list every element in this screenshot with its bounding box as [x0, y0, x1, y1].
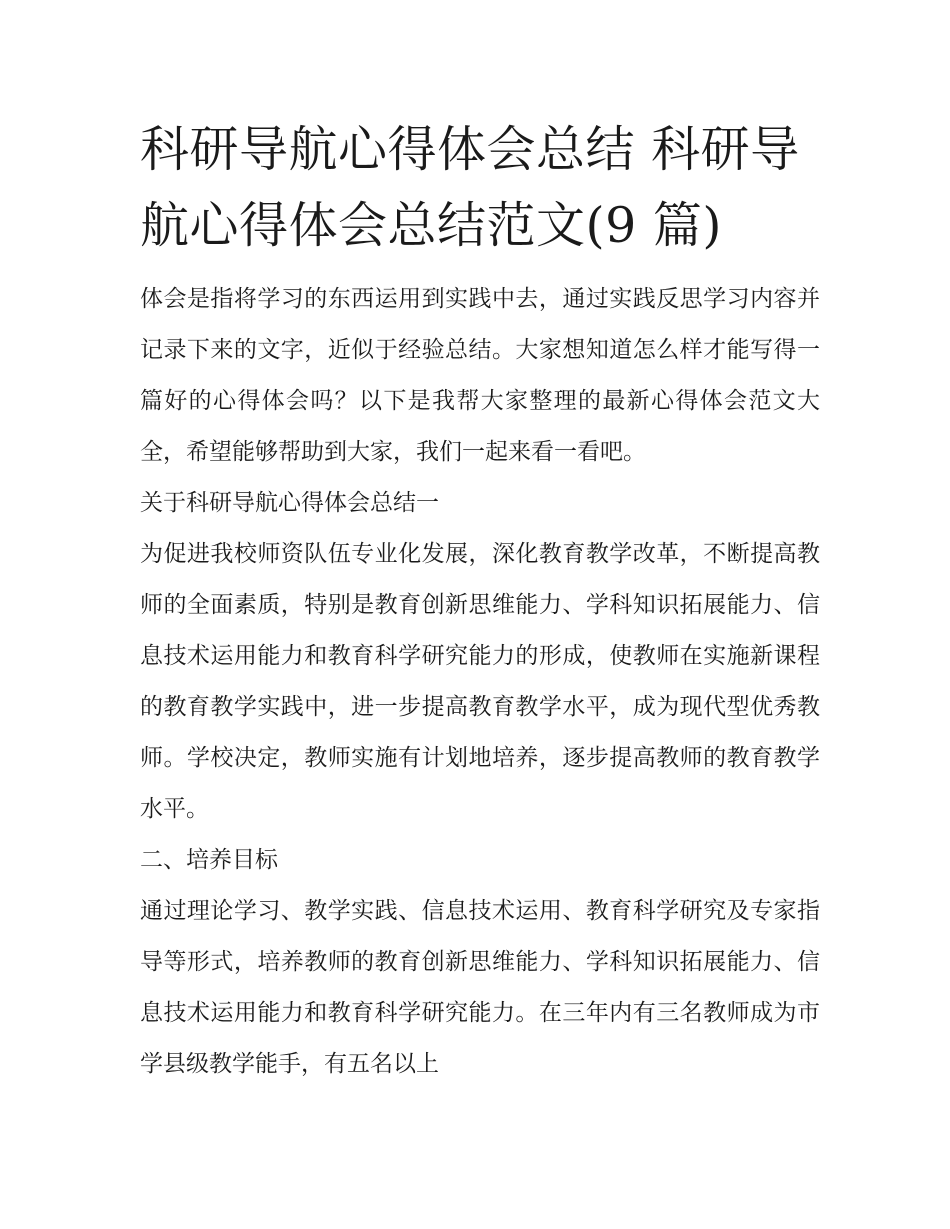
section-heading-1: 关于科研导航心得体会总结一: [140, 490, 439, 516]
intro-paragraph: 体会是指将学习的东西运用到实践中去，通过实践反思学习内容并记录下来的文字，近似于经验总结。大家想知道怎么样才能写得一篇好的心得体会吗？以下是我帮大家整理的最新心得体会范文大全，希望能够帮助到大家，我们一起来看一看吧。: [140, 286, 820, 465]
document-page: [140, 112, 820, 1090]
title-line-2: 航心得体会总结范文(9 篇): [140, 197, 722, 254]
body-paragraph-1: 为促进我校师资队伍专业化发展，深化教育教学改革，不断提高教师的全面素质，特别是教育创新思维能力、学科知识拓展能力、信息技术运用能力和教育科学研究能力的形成，使教师在实施新课程的教育教学实践中，进一步提高教育教学水平，成为现代型优秀教师。学校决定，教师实施有计划地培养，逐步提高教师的教育教学水平。: [140, 541, 820, 822]
body-paragraph-2: 通过理论学习、教学实践、信息技术运用、教育科学研究及专家指导等形式，培养教师的教育创新思维能力、学科知识拓展能力、信息技术运用能力和教育科学研究能力。在三年内有三名教师成为市学县级教学能手，有五名以上: [140, 898, 820, 1077]
section-heading-2: 二、培养目标: [140, 847, 278, 873]
title-line-1: 科研导航心得体会总结 科研导: [140, 121, 800, 178]
document-title: [140, 112, 820, 264]
